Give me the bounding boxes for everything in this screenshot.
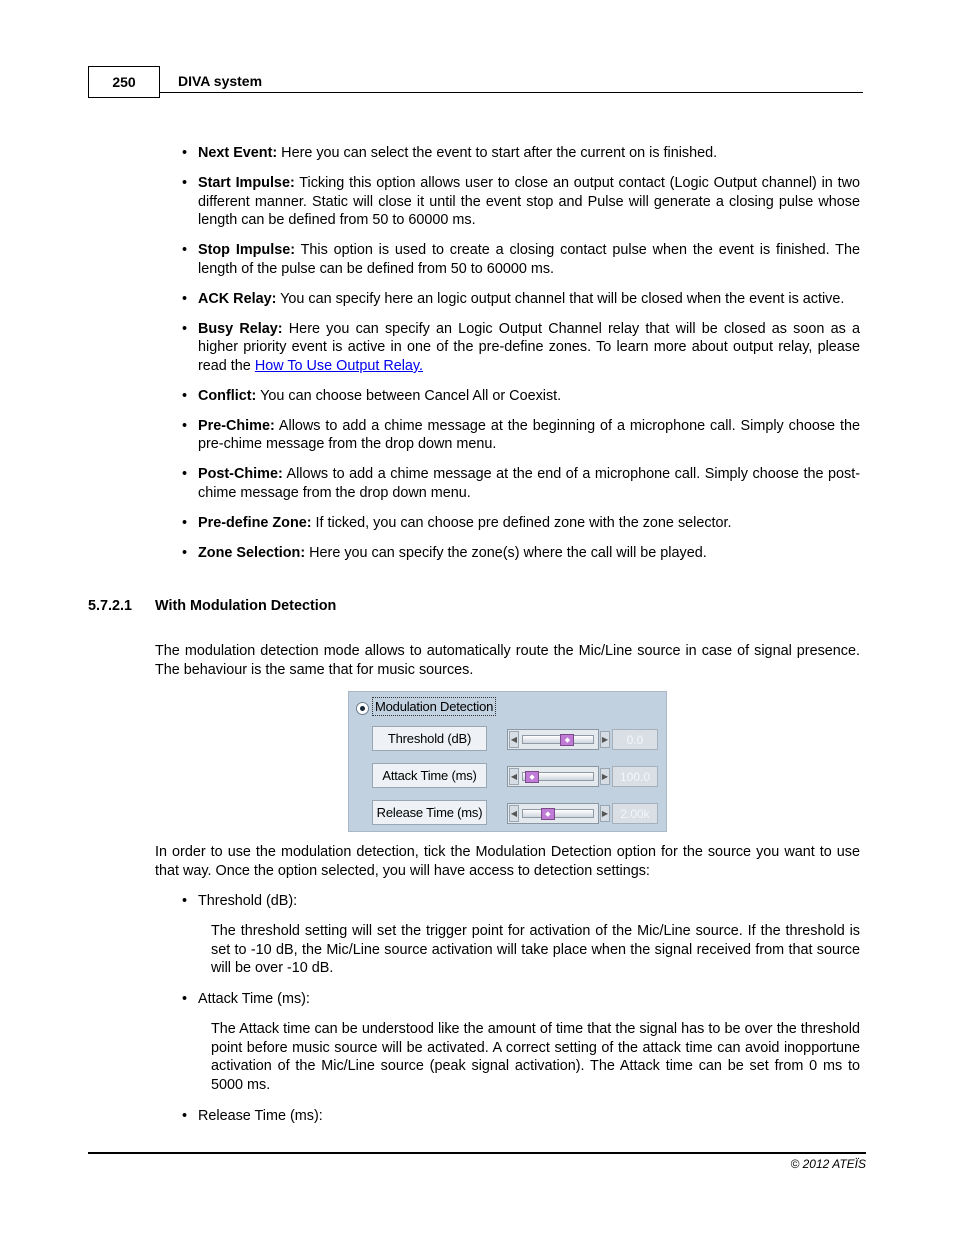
list-item <box>180 544 860 563</box>
section-number: 5.7.2.1 <box>88 598 133 614</box>
item-label: Conflict: <box>198 387 257 404</box>
slider-thumb[interactable]: ◆ <box>541 808 555 820</box>
item-text: Here you can select the event to start after the current on is finished. <box>277 145 718 161</box>
list-item <box>180 241 860 278</box>
list-item <box>180 417 860 454</box>
arrow-left-icon[interactable]: ◀ <box>509 805 519 822</box>
event-options-list <box>180 144 860 574</box>
modulation-detection-label[interactable]: Modulation Detection <box>372 697 496 716</box>
slider-thumb[interactable]: ◆ <box>525 771 539 783</box>
item-label: Busy Relay: <box>198 320 283 337</box>
list-item: • Threshold (dB): <box>180 892 860 911</box>
section-intro: The modulation detection mode allows to automatically route the Mic/Line source in case of signal presence. The behaviour is the same that for music sources. <box>155 643 860 678</box>
page-number-box <box>88 66 160 98</box>
modulation-detection-panel <box>348 691 667 832</box>
header-title: DIVA system <box>178 73 263 89</box>
usage-paragraph: In order to use the modulation detection, tick the Modulation Detection option for the source you want to use that way. Once the option selected, you will have access to detection settings: <box>155 844 860 879</box>
item-text: Here you can specify the zone(s) where the call will be played. <box>305 545 707 562</box>
list-item <box>180 320 860 376</box>
release-time-value: 2.00k <box>612 803 658 824</box>
item-label: Next Event: <box>198 145 278 161</box>
output-relay-link[interactable]: How To Use Output Relay. <box>254 357 424 374</box>
slider-track <box>522 735 594 744</box>
threshold-slider[interactable] <box>507 729 609 750</box>
page-number: 250 <box>112 74 136 90</box>
item-label: Pre-define Zone: <box>198 515 312 532</box>
list-item <box>180 144 860 163</box>
modulation-detection-radio[interactable] <box>356 702 369 715</box>
attack-time-button[interactable]: Attack Time (ms) <box>372 763 487 788</box>
section-title: With Modulation Detection <box>155 598 337 614</box>
item-text: You can specify here an logic output channel that will be closed when the event is active. <box>276 290 845 307</box>
list-item <box>180 514 860 533</box>
threshold-button[interactable]: Threshold (dB) <box>372 726 487 751</box>
item-text: Allows to add a chime message at the end of a microphone call. Simply choose the post-chime message from the drop down menu. <box>198 466 860 502</box>
list-item: • Release Time (ms): <box>180 1107 860 1126</box>
item-label: Zone Selection: <box>198 545 306 562</box>
settings-list <box>180 892 860 911</box>
item-label: Stop Impulse: <box>198 242 295 259</box>
slider-track <box>522 809 594 818</box>
arrow-left-icon[interactable]: ◀ <box>509 768 519 785</box>
item-label: ACK Relay: <box>198 290 277 307</box>
arrow-left-icon[interactable]: ◀ <box>509 731 519 748</box>
footer-divider <box>88 1152 866 1154</box>
slider-thumb[interactable]: ◆ <box>560 734 574 746</box>
attack-time-description: The Attack time can be understood like the amount of time that the signal has to be over the threshold point before music source will be activated. A correct setting of the attack time can avoid inopportune activation of the Mic/Line source (peak signal activation). The Attack time can be set from 0 ms to 5000 ms. <box>211 1021 860 1093</box>
threshold-description: The threshold setting will set the trigger point for activation of the Mic/Line source. If the threshold is set to -10 dB, the Mic/Line source activation will take place when the signal received from that source will be over -10 dB. <box>211 923 860 977</box>
item-text: Ticking this option allows user to close an output contact (Logic Output channel) in two different manner. Static will close it until the event stop and Pulse will generate a closing pulse whose length can be defined from 50 to 60000 ms. <box>198 174 860 229</box>
item-text: Here you can specify an Logic Output Channel relay that will be closed as soon as a higher priority event is active in one of the pre-define zones. To learn more about output relay, please read the <box>198 320 860 374</box>
settings-list <box>180 990 860 1009</box>
attack-time-slider[interactable] <box>507 766 609 787</box>
list-item <box>180 387 860 406</box>
arrow-right-icon[interactable]: ▶ <box>600 805 610 822</box>
item-label: Start Impulse: <box>198 174 295 191</box>
item-text: If ticked, you can choose pre defined zone with the zone selector. <box>311 515 732 532</box>
item-text: This option is used to create a closing contact pulse when the event is finished. The length of the pulse can be defined from 50 to 60000 ms. <box>198 242 860 277</box>
footer-copyright: © 2012 ATEÏS <box>790 1157 866 1171</box>
arrow-right-icon[interactable]: ▶ <box>600 768 610 785</box>
release-time-button[interactable]: Release Time (ms) <box>372 800 487 825</box>
item-label: Pre-Chime: <box>198 417 275 434</box>
item-text: Allows to add a chime message at the beginning of a microphone call. Simply choose the pre-chime message from the drop down menu. <box>198 417 860 453</box>
threshold-value: 0.0 <box>612 729 658 750</box>
list-item <box>180 290 860 309</box>
header-divider <box>160 92 863 93</box>
attack-time-value: 100.0 <box>612 766 658 787</box>
list-item <box>180 465 860 502</box>
item-text: You can choose between Cancel All or Coexist. <box>256 387 562 404</box>
release-time-slider[interactable] <box>507 803 609 824</box>
settings-list <box>180 1107 860 1126</box>
list-item <box>180 174 860 230</box>
item-label: Post-Chime: <box>198 466 283 483</box>
arrow-right-icon[interactable]: ▶ <box>600 731 610 748</box>
list-item: • Attack Time (ms): <box>180 990 860 1009</box>
